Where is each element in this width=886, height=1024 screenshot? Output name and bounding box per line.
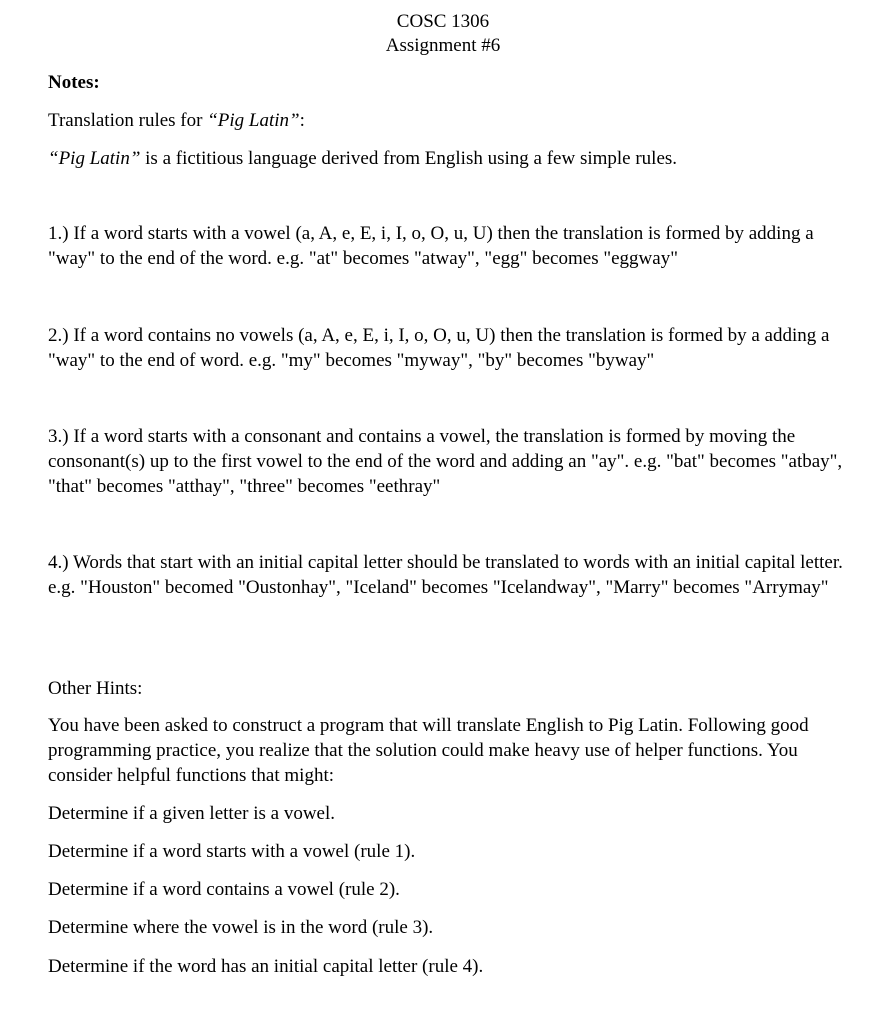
intro-paragraph: [48, 146, 848, 171]
translation-rules-prefix: Translation rules for: [48, 110, 208, 131]
rule-1: 1.) If a word starts with a vowel (a, A, e, E, i, I, o, O, u, U) then the translation is formed by adding a "way" to the end of the word. e.g. "at" becomes "atway", "egg" becomes "eggway": [48, 223, 814, 269]
intro-pig-latin-title: “Pig Latin”: [48, 148, 141, 169]
course-title: COSC 1306: [396, 11, 490, 32]
notes-heading: Notes:: [48, 72, 100, 93]
pig-latin-title: “Pig Latin”: [207, 110, 300, 131]
helper-function-item: Determine if a word starts with a vowel (rule 1).: [48, 841, 416, 862]
helper-function-item: Determine if the word has an initial capital letter (rule 4).: [48, 956, 484, 977]
translation-rules-suffix: :: [299, 110, 305, 131]
intro-text: is a fictitious language derived from English using a few simple rules.: [140, 148, 678, 169]
hints-paragraph: You have been asked to construct a program that will translate English to Pig Latin. Following good programming practice, you realize that the solution could make heavy use of helper functions. You consider helpful functions that might:: [48, 715, 809, 786]
other-hints-heading: Other Hints:: [48, 678, 143, 699]
helper-function-item: Determine if a given letter is a vowel.: [48, 803, 336, 824]
rule-3: 3.) If a word starts with a consonant and contains a vowel, the translation is formed by moving the consonant(s) up to the first vowel to the end of the word and adding an "ay". e.g. "bat" becomes "atbay", "that" becomes "atthay", "three" becomes "eethray": [48, 426, 843, 497]
assignment-title: Assignment #6: [385, 35, 501, 56]
helper-function-item: Determine if a word contains a vowel (rule 2).: [48, 879, 400, 900]
rule-4: 4.) Words that start with an initial capital letter should be translated to words with an initial capital letter. e.g. "Houston" becomed "Oustonhay", "Iceland" becomes "Icelandway", "Marry" becomes "Arrymay": [48, 552, 843, 598]
helper-function-item: Determine where the vowel is in the word (rule 3).: [48, 917, 434, 938]
translation-rules-heading: [48, 108, 848, 133]
rule-2: 2.) If a word contains no vowels (a, A, e, E, i, I, o, O, u, U) then the translation is formed by a adding a "way" to the end of word. e.g. "my" becomes "myway", "by" becomes "byway": [48, 325, 830, 371]
